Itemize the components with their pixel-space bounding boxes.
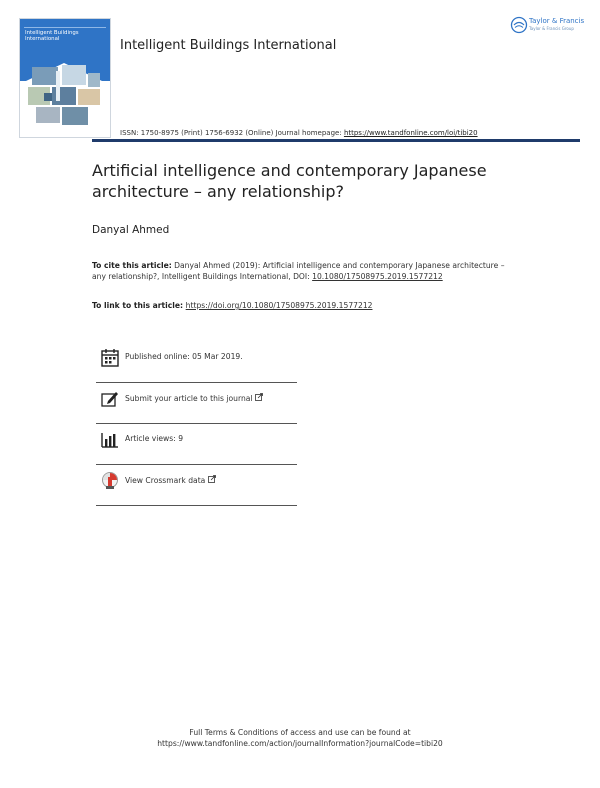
publisher-logo-text xyxy=(529,17,584,33)
link-label: To link to this article: xyxy=(92,301,186,310)
journal-homepage-link[interactable]: https://www.tandfonline.com/loi/tibi20 xyxy=(343,129,478,137)
citation-text: Danyal Ahmed (2019): Artificial intelligence and contemporary Japanese architecture – any relationship?, Intelligent Buildings International, DOI: xyxy=(92,261,505,281)
article-title: Artificial intelligence and contemporary Japanese architecture – any relationship? xyxy=(92,161,487,201)
crossmark-item[interactable] xyxy=(96,465,297,506)
article-views-text: Article views: 9 xyxy=(125,434,184,443)
external-link-icon xyxy=(208,475,216,483)
submit-article-label: Submit your article to this journal xyxy=(125,394,253,403)
cover-rule xyxy=(24,27,106,28)
article-doi-url-link[interactable]: https://doi.org/10.1080/17508975.2019.1577212 xyxy=(185,301,373,310)
terms-footer xyxy=(0,727,600,749)
article-author: Danyal Ahmed xyxy=(92,224,170,236)
taylor-francis-logo-icon xyxy=(510,16,528,34)
citation-label: To cite this article: xyxy=(92,261,172,270)
article-link-line xyxy=(92,301,372,310)
published-online-text: Published online: 05 Mar 2019. xyxy=(125,352,243,361)
journal-name: Intelligent Buildings International xyxy=(120,38,337,53)
submit-article-item[interactable] xyxy=(96,383,297,424)
crossmark-label: View Crossmark data xyxy=(125,476,206,485)
terms-line: Full Terms & Conditions of access and use can be found at xyxy=(189,728,411,737)
calendar-icon xyxy=(100,348,120,368)
edit-pencil-icon xyxy=(100,389,120,409)
submit-article-link[interactable] xyxy=(125,393,263,403)
citation-doi-link[interactable]: 10.1080/17508975.2019.1577212 xyxy=(312,272,443,281)
citation-block xyxy=(92,260,512,282)
bar-chart-icon xyxy=(100,430,120,450)
header-divider xyxy=(92,139,580,142)
issn-line xyxy=(120,129,478,137)
article-views-item xyxy=(96,424,297,465)
publisher-sub: Taylor & Francis Group xyxy=(529,26,574,31)
crossmark-link[interactable] xyxy=(125,475,216,485)
external-link-icon xyxy=(255,393,263,401)
journal-information-link[interactable]: https://www.tandfonline.com/action/journalInformation?journalCode=tibi20 xyxy=(157,739,443,748)
article-meta-list xyxy=(96,342,297,506)
cover-title: Intelligent Buildings International xyxy=(25,30,79,42)
publisher-name: Taylor & Francis xyxy=(529,17,585,25)
cover-collage-image xyxy=(26,63,102,127)
crossmark-icon xyxy=(100,471,120,491)
issn-text: ISSN: 1750-8975 (Print) 1756-6932 (Online) Journal homepage: xyxy=(120,129,344,137)
published-online-item xyxy=(96,342,297,383)
journal-cover xyxy=(19,18,111,138)
